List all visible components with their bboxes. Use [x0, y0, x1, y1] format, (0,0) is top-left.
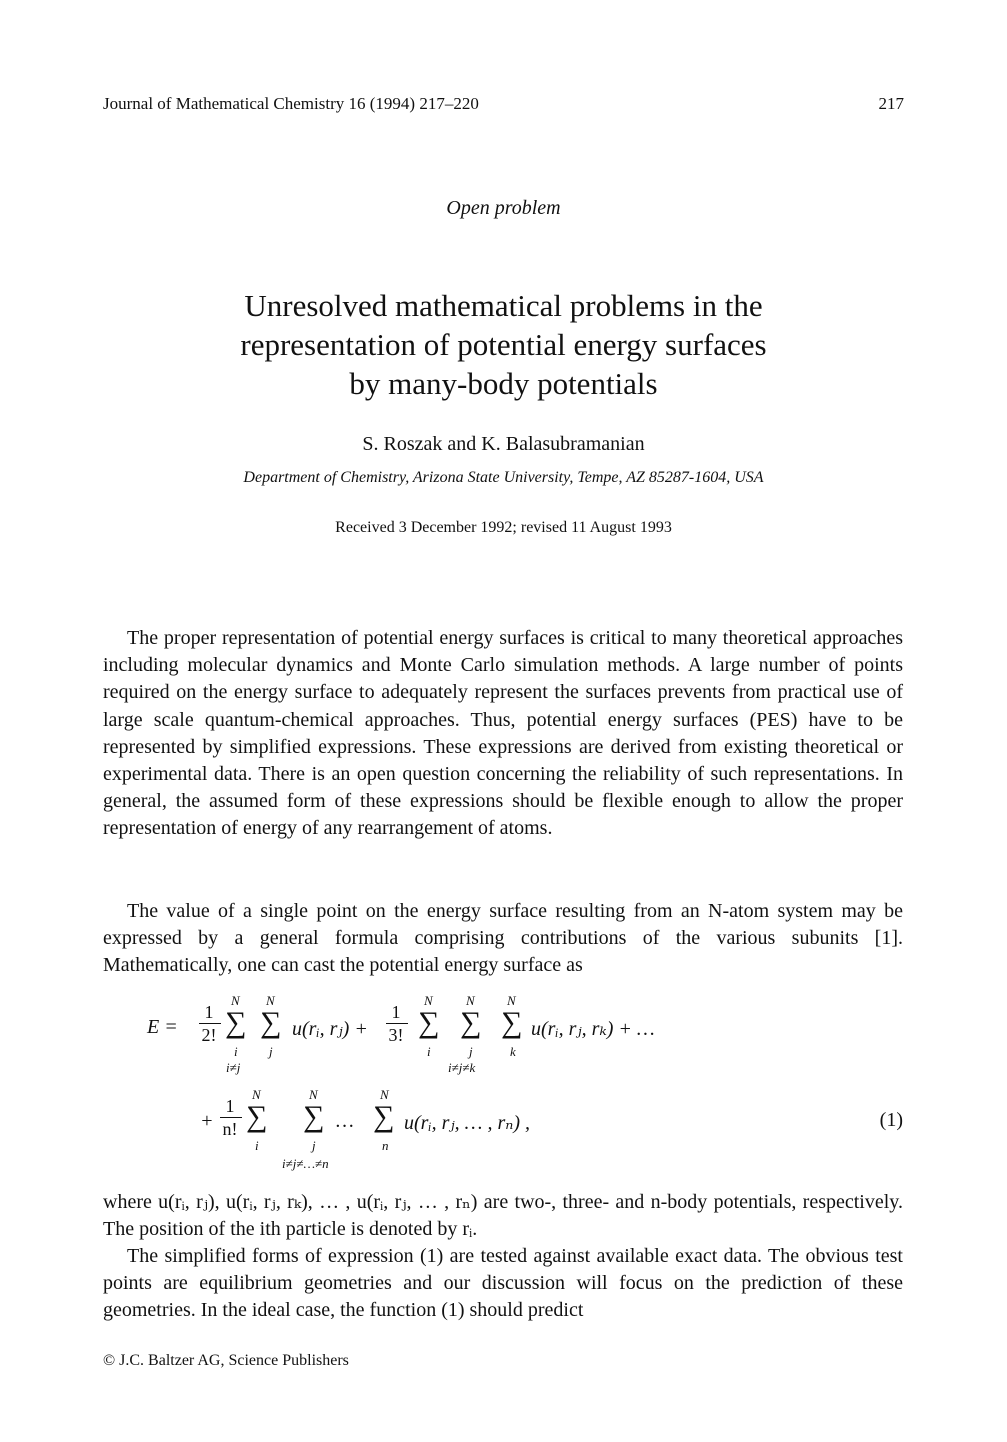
eq-sum-condition: i≠j — [226, 1060, 241, 1075]
eq-fraction-bar — [199, 1023, 221, 1024]
affiliation: Department of Chemistry, Arizona State University, Tempe, AZ 85287-1604, USA — [243, 469, 764, 486]
eq-plus: + — [200, 1110, 214, 1132]
article-title — [150, 286, 857, 403]
eq-sum-upper: N — [309, 1087, 318, 1102]
eq-sum-lower: j — [312, 1138, 316, 1153]
equation-number: (1) — [879, 1109, 903, 1131]
eq-three-body-term: u(rᵢ, rⱼ, rₖ) + … — [531, 1018, 655, 1040]
received-dates: Received 3 December 1992; revised 11 August 1993 — [335, 519, 672, 536]
sigma-icon: ∑ — [225, 1006, 247, 1039]
sigma-icon: ∑ — [260, 1006, 282, 1039]
eq-sum-lower: i — [427, 1044, 431, 1059]
eq-sum-upper: N — [466, 993, 475, 1008]
eq-two-body-term: u(rᵢ, rⱼ) + — [292, 1018, 368, 1040]
eq-frac-denominator: 3! — [388, 1025, 404, 1045]
eq-sum-lower: i — [234, 1044, 238, 1059]
article-type: Open problem — [446, 197, 561, 219]
sigma-icon: ∑ — [246, 1100, 268, 1133]
sigma-icon: ∑ — [501, 1006, 523, 1039]
eq-sum-condition: i≠j≠k — [448, 1060, 476, 1075]
eq-sum-lower: j — [269, 1044, 273, 1059]
eq-sum-lower: i — [255, 1138, 259, 1153]
eq-sum-upper: N — [507, 993, 516, 1008]
eq-sum-lower: k — [510, 1044, 516, 1059]
eq-sum-upper: N — [252, 1087, 261, 1102]
eq-frac-numerator: 1 — [204, 1002, 214, 1022]
eq-sum-upper: N — [380, 1087, 389, 1102]
eq-frac-numerator: 1 — [225, 1096, 235, 1116]
eq-fraction-bar — [220, 1117, 242, 1118]
body-paragraph: The value of a single point on the energy surface resulting from an N-atom system may be expressed by a general formula comprising contributions of the various subunits [1]. Mathematically, one can cast the potential energy surface as — [103, 900, 903, 977]
body-paragraph: The simplified forms of expression (1) are tested against available exact data. The obvious test points are equilibrium geometries and our discussion will focus on the prediction of these geometries. In the ideal case, the function (1) should predict — [103, 1245, 903, 1322]
eq-dots: … — [336, 1110, 354, 1132]
sigma-icon: ∑ — [373, 1100, 395, 1133]
eq-frac-denominator: 2! — [201, 1025, 217, 1045]
eq-frac-numerator: 1 — [391, 1002, 401, 1022]
title-line: Unresolved mathematical problems in the — [244, 288, 763, 323]
title-line: representation of potential energy surfaces — [240, 327, 767, 362]
sigma-icon: ∑ — [303, 1100, 325, 1133]
eq-n-body-term: u(rᵢ, rⱼ, … , rₙ) , — [404, 1112, 531, 1134]
journal-citation: Journal of Mathematical Chemistry 16 (1994) 217–220 — [103, 94, 479, 113]
eq-sum-condition: i≠j≠…≠n — [282, 1156, 329, 1171]
sigma-icon: ∑ — [418, 1006, 440, 1039]
authors: S. Roszak and K. Balasubramanian — [362, 433, 645, 455]
eq-sum-lower: n — [382, 1138, 389, 1153]
page-number: 217 — [878, 94, 904, 113]
eq-sum-upper: N — [424, 993, 433, 1008]
sigma-icon: ∑ — [460, 1006, 482, 1039]
eq-fraction-bar — [386, 1023, 408, 1024]
body-paragraph: The proper representation of potential energy surfaces is critical to many theoretical approaches including molecular dynamics and Monte Carlo simulation methods. A large number of points required on the energy surface to adequately represent the surfaces prevents from practical use of large scale quantum-chemical approaches. Thus, potential energy surfaces (PES) have to be represented by simplified expressions. These expressions are derived from existing theoretical or experimental data. There is an open question concerning the reliability of such representations. In general, the assumed form of these expressions should be flexible enough to allow the proper representation of energy of any rearrangement of atoms. — [103, 627, 903, 840]
eq-sum-upper: N — [231, 993, 240, 1008]
eq-sum-lower: j — [469, 1044, 473, 1059]
publisher-footer: © J.C. Baltzer AG, Science Publishers — [103, 1352, 349, 1369]
eq-frac-denominator: n! — [222, 1119, 238, 1139]
eq-lhs: E = — [147, 1016, 178, 1038]
body-paragraph: where u(rᵢ, rⱼ), u(rᵢ, rⱼ, rₖ), … , u(rᵢ, rⱼ, … , rₙ) are two-, three- and n-body potentials, respectively. The position of the ith particle is denoted by rᵢ. — [103, 1191, 903, 1241]
eq-sum-upper: N — [266, 993, 275, 1008]
title-line: by many-body potentials — [349, 366, 658, 401]
